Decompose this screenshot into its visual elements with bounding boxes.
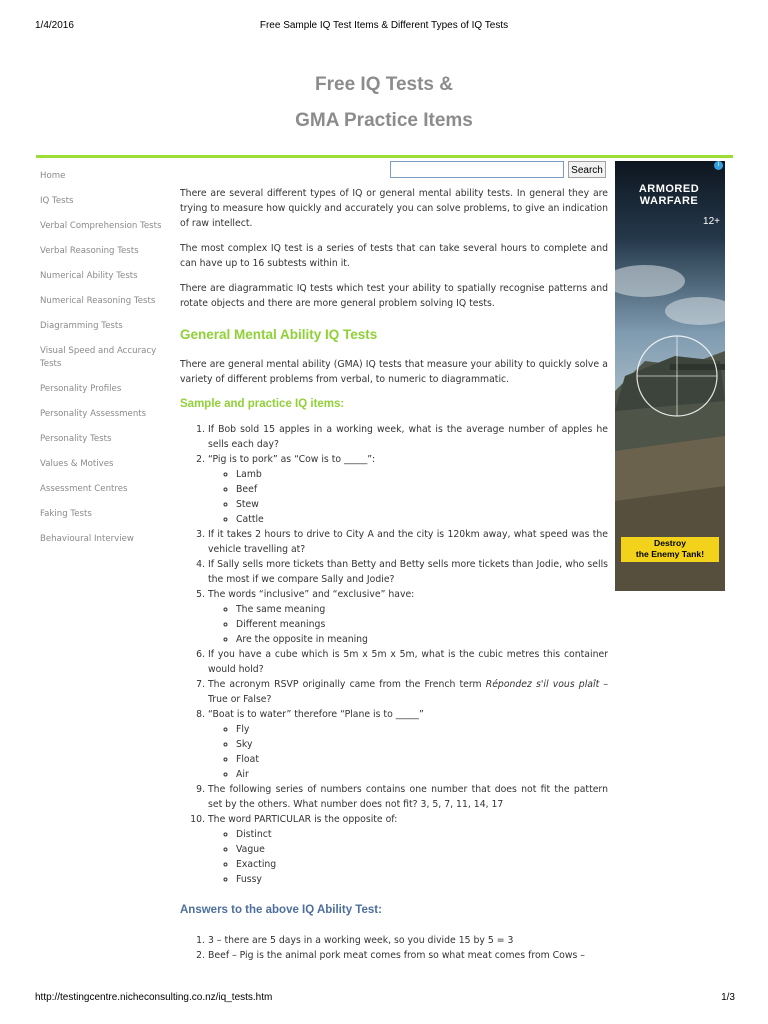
question-item — [208, 782, 608, 812]
option-item: ◦ Beef — [236, 482, 608, 497]
ad-cta-line-2: the Enemy Tank! — [635, 549, 705, 559]
sidebar-item-numerical-ability-tests[interactable]: Numerical Ability Tests — [40, 271, 138, 281]
question-item — [208, 422, 608, 452]
intro-paragraph-1: There are several different types of IQ or general mental ability tests. In general they are trying to measure how quickly and accurately you can solve problems, to give an indication of raw intellect. — [180, 188, 608, 229]
main-content — [180, 186, 608, 963]
print-page-number: 1/3 — [721, 992, 735, 1003]
ad-info-icon[interactable]: i — [714, 161, 723, 170]
option-item: ◦ Vague — [236, 842, 608, 857]
option-item: ◦ Air — [236, 767, 608, 782]
ad-rating-badge: 12+ — [703, 216, 720, 227]
sidebar-item-verbal-reasoning-tests[interactable]: Verbal Reasoning Tests — [40, 246, 139, 256]
option-item: ◦ Different meanings — [236, 617, 608, 632]
option-item: ◦ Fussy — [236, 872, 608, 887]
print-title: Free Sample IQ Test Items & Different Types of IQ Tests — [259, 20, 509, 31]
sidebar-item-behavioural-interview[interactable]: Behavioural Interview — [40, 534, 134, 544]
sidebar-nav — [40, 170, 175, 558]
gma-heading: General Mental Ability IQ Tests — [180, 327, 378, 342]
option-item: ◦ Lamb — [236, 467, 608, 482]
sidebar-item-assessment-centres[interactable]: Assessment Centres — [40, 484, 128, 494]
option-item: ◦ Sky — [236, 737, 608, 752]
question-text-after: – True or False? — [208, 679, 609, 705]
sidebar-item-diagramming-tests[interactable]: Diagramming Tests — [40, 321, 123, 331]
answer-list — [180, 933, 608, 963]
print-url: http://testingcentre.nicheconsulting.co.nz/iq_tests.htm — [35, 992, 273, 1003]
search-input[interactable] — [390, 161, 564, 178]
sidebar-item-personality-profiles[interactable]: Personality Profiles — [40, 384, 122, 394]
sidebar-item-verbal-comprehension-tests[interactable]: Verbal Comprehension Tests — [40, 221, 162, 231]
question-item — [208, 557, 608, 587]
option-item: ◦ Exacting — [236, 857, 608, 872]
question-text: “Boat is to water” therefore “Plane is to _____” — [208, 709, 424, 720]
site-title — [0, 67, 768, 139]
sidebar-item-faking-tests[interactable]: Faking Tests — [40, 509, 92, 519]
option-item: ◦ Cattle — [236, 512, 608, 527]
question-text: The following series of numbers contains one number that does not fit the pattern set by the others. What number does not fit? 3, 5, 7, 11, 14, 17 — [208, 784, 608, 810]
sidebar-item-iq-tests[interactable]: IQ Tests — [40, 196, 74, 206]
answers-heading: Answers to the above IQ Ability Test: — [180, 904, 382, 916]
option-item: ◦ The same meaning — [236, 602, 608, 617]
option-list — [208, 722, 608, 782]
question-text: If Sally sells more tickets than Betty and Betty sells more tickets than Jodie, who sells the most if we compare Sally and Jodie? — [208, 559, 608, 585]
question-item — [208, 707, 608, 782]
ad-logo — [619, 183, 719, 209]
ad-cta-button[interactable] — [621, 537, 719, 562]
advertisement[interactable] — [615, 161, 725, 591]
sidebar-item-personality-assessments[interactable]: Personality Assessments — [40, 409, 147, 419]
sample-heading: Sample and practice IQ items: — [180, 398, 345, 410]
option-item: ◦ Fly — [236, 722, 608, 737]
question-text-italic: Répondez s'il vous plaît — [485, 679, 600, 690]
question-item — [208, 527, 608, 557]
option-item: ◦ Stew — [236, 497, 608, 512]
print-header — [0, 0, 768, 31]
print-date: 1/4/2016 — [35, 20, 74, 31]
question-list — [180, 422, 608, 887]
ad-logo-line-1: ARMORED — [638, 183, 700, 195]
gma-paragraph: There are general mental ability (GMA) IQ tests that measure your ability to quickly solve a variety of different problems from verbal, to numeric to diagrammatic. — [180, 359, 608, 385]
question-item — [208, 647, 608, 677]
option-list — [208, 602, 608, 647]
question-item — [208, 452, 608, 527]
sidebar-item-numerical-reasoning-tests[interactable]: Numerical Reasoning Tests — [40, 296, 156, 306]
question-text: If you have a cube which is 5m x 5m x 5m, what is the cubic metres this container would hold? — [208, 649, 608, 675]
option-list — [208, 827, 608, 887]
question-item — [208, 677, 608, 707]
question-text-before: The acronym RSVP originally came from the French term — [208, 679, 486, 690]
header-divider — [36, 155, 733, 158]
question-text: The word PARTICULAR is the opposite of: — [208, 814, 398, 825]
question-text: If it takes 2 hours to drive to City A and the city is 120km away, what speed was the vehicle travelling at? — [208, 529, 608, 555]
answer-item: 1. 3 – there are 5 days in a working week, so you divide 15 by 5 = 3 — [208, 933, 608, 948]
question-item — [208, 812, 608, 887]
option-item: ◦ Distinct — [236, 827, 608, 842]
sidebar-item-personality-tests[interactable]: Personality Tests — [40, 434, 112, 444]
site-title-line-2: GMA Practice Items — [295, 110, 473, 131]
question-text: The words “inclusive” and “exclusive” have: — [208, 589, 415, 600]
intro-paragraph-3: There are diagrammatic IQ tests which test your ability to spatially recognise patterns and rotate objects and there are more general problem solving IQ tests. — [180, 283, 608, 309]
answer-item: 2. Beef – Pig is the animal pork meat comes from so what meat comes from Cows – — [208, 948, 608, 963]
search-button[interactable]: Search — [568, 161, 606, 178]
question-text: “Pig is to pork” as “Cow is to _____”: — [208, 454, 376, 465]
ad-cta-line-1: Destroy — [654, 538, 686, 548]
option-list — [208, 467, 608, 527]
sidebar-item-values-motives[interactable]: Values & Motives — [40, 459, 114, 469]
option-item: ◦ Are the opposite in meaning — [236, 632, 608, 647]
question-item — [208, 587, 608, 647]
option-item: ◦ Float — [236, 752, 608, 767]
sidebar-item-home[interactable]: Home — [40, 171, 66, 181]
intro-paragraph-2: The most complex IQ test is a series of tests that can take several hours to complete and can have up to 16 subtests within it. — [180, 243, 608, 269]
question-text: If Bob sold 15 apples in a working week, what is the average number of apples he sells each day? — [208, 424, 608, 450]
ad-logo-line-2: WARFARE — [639, 195, 699, 207]
site-title-line-1: Free IQ Tests & — [315, 74, 453, 95]
sidebar-item-visual-speed-and-accuracy-tests[interactable]: Visual Speed and Accuracy Tests — [40, 346, 157, 369]
